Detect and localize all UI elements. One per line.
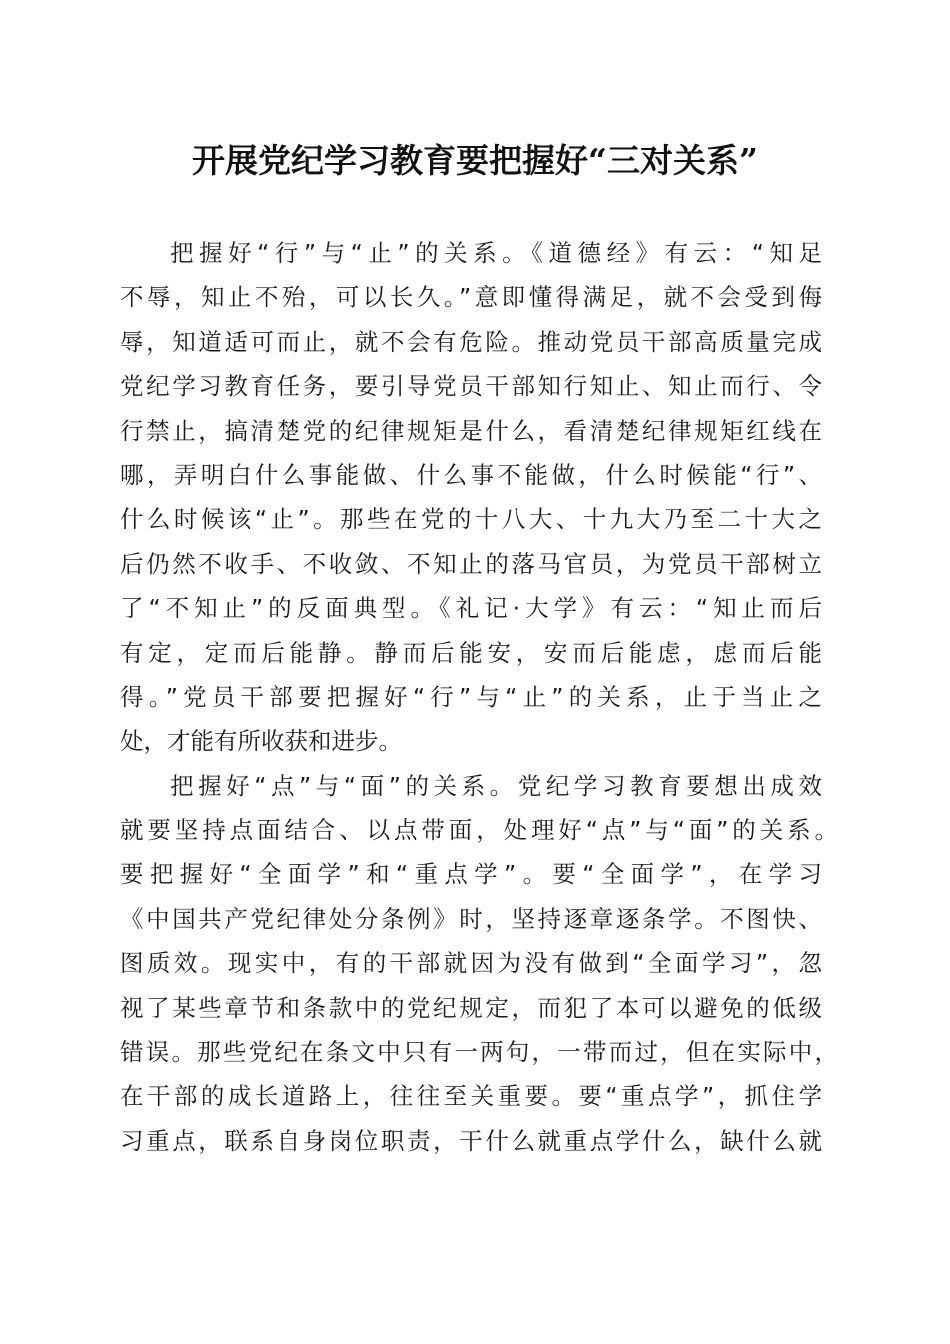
paragraph-line: 了“不知止”的反面典型。《礼记·大学》有云：“知止而后 <box>120 594 822 623</box>
paragraph-line: 辱，知道适可而止，就不会有危险。推动党员干部高质量完成 <box>120 327 822 356</box>
paragraph-line: 在干部的成长道路上，往往至关重要。要“重点学”，抓住学 <box>120 1082 822 1111</box>
paragraph-line: 要把握好“全面学”和“重点学”。要“全面学”，在学习 <box>120 860 822 889</box>
document-body <box>120 231 838 1163</box>
paragraph-line: 得。”党员干部要把握好“行”与“止”的关系，止于当止之 <box>120 682 822 711</box>
paragraph-line: 哪，弄明白什么事能做、什么事不能做，什么时候能“行”、 <box>120 460 822 489</box>
paragraph-line: 图质效。现实中，有的干部就因为没有做到“全面学习”，忽 <box>120 949 822 978</box>
paragraph-line: 把握好“行”与“止”的关系。《道德经》有云：“知足 <box>170 239 822 267</box>
paragraph-line: 党纪学习教育任务，要引导党员干部知行知止、知止而行、令 <box>120 372 822 401</box>
document-title: 开展党纪学习教育要把握好“三对关系” <box>192 141 758 180</box>
paragraph-line: 后仍然不收手、不收敛、不知止的落马官员，为党员干部树立 <box>120 549 822 578</box>
paragraph-line: 行禁止，搞清楚党的纪律规矩是什么，看清楚纪律规矩红线在 <box>120 416 822 445</box>
paragraph-line: 错误。那些党纪在条文中只有一两句，一带而过，但在实际中， <box>120 1038 838 1067</box>
paragraph-line: 有定，定而后能静。静而后能安，安而后能虑，虑而后能 <box>120 638 822 667</box>
paragraph-line: 就要坚持点面结合、以点带面，处理好“点”与“面”的关系。 <box>120 816 838 845</box>
paragraph-line: 视了某些章节和条款中的党纪规定，而犯了本可以避免的低级 <box>120 993 822 1022</box>
paragraph-line: 把握好“点”与“面”的关系。党纪学习教育要想出成效 <box>170 771 822 800</box>
paragraph-line: 《中国共产党纪律处分条例》时，坚持逐章逐条学。不图快、 <box>120 904 822 933</box>
paragraph-1 <box>120 231 822 764</box>
paragraph-line: 处，才能有所收获和进步。 <box>120 727 402 756</box>
paragraph-line: 不辱，知止不殆，可以长久。”意即懂得满足，就不会受到侮 <box>120 283 822 312</box>
paragraph-line: 什么时候该“止”。那些在党的十八大、十九大乃至二十大之 <box>120 505 822 534</box>
paragraph-line: 习重点，联系自身岗位职责，干什么就重点学什么，缺什么就 <box>120 1126 822 1155</box>
paragraph-2 <box>120 764 838 1164</box>
